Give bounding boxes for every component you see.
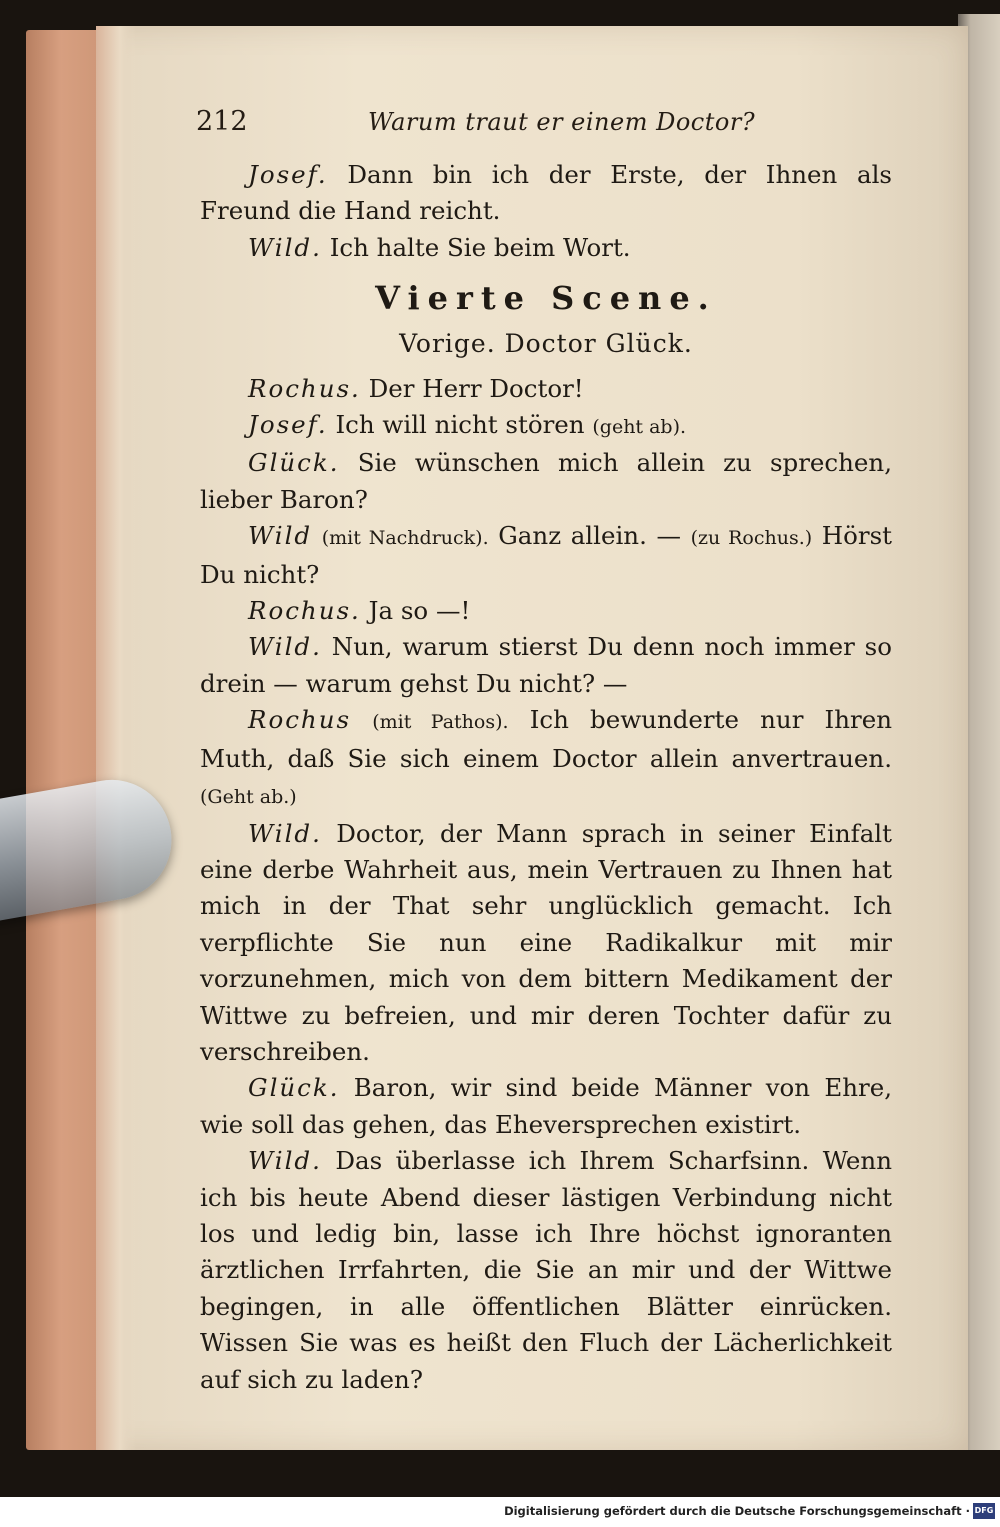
speech-rochus-2 [200,593,892,629]
stage-direction: (Geht ab.) [200,786,297,809]
speech-josef-2 [200,407,892,445]
speaker-name: Josef. [248,160,328,189]
speech-wild-5 [200,1143,892,1398]
speech-text: Dann bin ich der Erste, der Ihnen als Freund die Hand reicht. [200,160,892,226]
speech-wild-1 [200,230,892,266]
stage-direction: (zu Rochus.) [690,527,813,550]
speaker-name: Wild. [248,632,322,662]
speech-text: Der Herr Doctor! [368,373,584,403]
speech-text: Nun, warum stierst Du denn noch immer so drein — warum gehst Du nicht? — [200,632,892,698]
stage-direction: (mit Nachdruck). [321,527,489,550]
speaker-name: Wild. [248,818,322,848]
page-number: 212 [196,106,248,137]
speaker-name: Rochus. [248,596,361,626]
stage-direction: (geht ab). [592,416,687,439]
speech-josef-1 [200,157,892,230]
digitization-footer [0,1497,1000,1527]
speech-text: Baron, wir sind beide Männer von Ehre, wie soll das gehen, das Eheversprechen existirt. [200,1073,892,1139]
scene-persons: Vorige. Doctor Glück. [399,329,693,359]
funding-credit: Digitalisierung gefördert durch die Deutsche Forschungsgemeinschaft · [504,1504,970,1518]
running-title: Warum traut er einem Doctor? [368,108,756,136]
speech-glueck-2 [200,1070,892,1143]
page-text [200,157,892,1398]
speech-wild-3 [200,629,892,702]
speaker-name: Wild. [248,232,322,262]
speech-wild-4 [200,816,892,1071]
speech-rochus-3 [200,702,892,815]
page-gutter [96,26,136,1450]
speech-text: Ich halte Sie beim Wort. [329,232,631,262]
page-header [196,102,908,142]
speaker-name: Josef. [248,410,328,440]
speech-text: Ja so —! [368,596,471,626]
speech-text: Sie wünschen mich allein zu sprechen, lieber Baron? [200,448,892,514]
stage-direction: (mit Pathos). [372,711,509,734]
speech-text: Das überlasse ich Ihrem Scharfsinn. Wenn ich bis heute Abend dieser lästigen Verbindung nicht los und ledig bin, lasse ich Ihre höchst ignoranten ärztlichen Irrfahrten, die Sie an mir und der Wittwe begingen, in alle öffentlichen Blätter einrücken. Wissen Sie was es heißt den Fluch der Lächerlichkeit auf sich zu laden? [200,1146,892,1394]
speech-rochus-1 [200,371,892,407]
speaker-name: Rochus [248,705,352,735]
speech-text: Doctor, der Mann sprach in seiner Einfalt eine derbe Wahrheit aus, mein Vertrauen zu Ihnen hat mich in der That sehr unglücklich gemacht. Ich verpflichte Sie nun eine Radikalkur mit mir vorzunehmen, mich von dem bittern Medikament der Wittwe zu befreien, und mir deren Tochter dafür zu verschreiben. [200,818,892,1066]
speech-text: Ganz allein. — [498,521,681,551]
speech-text: Ich will nicht stören [335,410,585,440]
speaker-name: Glück. [248,1073,340,1103]
speech-text: Ich bewunderte nur Ihren Muth, daß Sie sich einem Doctor allein anvertrauen. [200,705,892,773]
speaker-name: Wild. [248,1146,322,1176]
speech-glueck-1 [200,445,892,518]
speech-text: Hörst Du nicht? [200,521,893,589]
dfg-logo-icon: DFG [973,1503,995,1519]
scene-heading: Vierte Scene. [375,279,717,318]
speaker-name: Glück. [248,448,340,478]
speech-wild-2 [200,518,892,593]
speaker-name: Rochus. [248,373,361,403]
speaker-name: Wild [248,521,313,551]
